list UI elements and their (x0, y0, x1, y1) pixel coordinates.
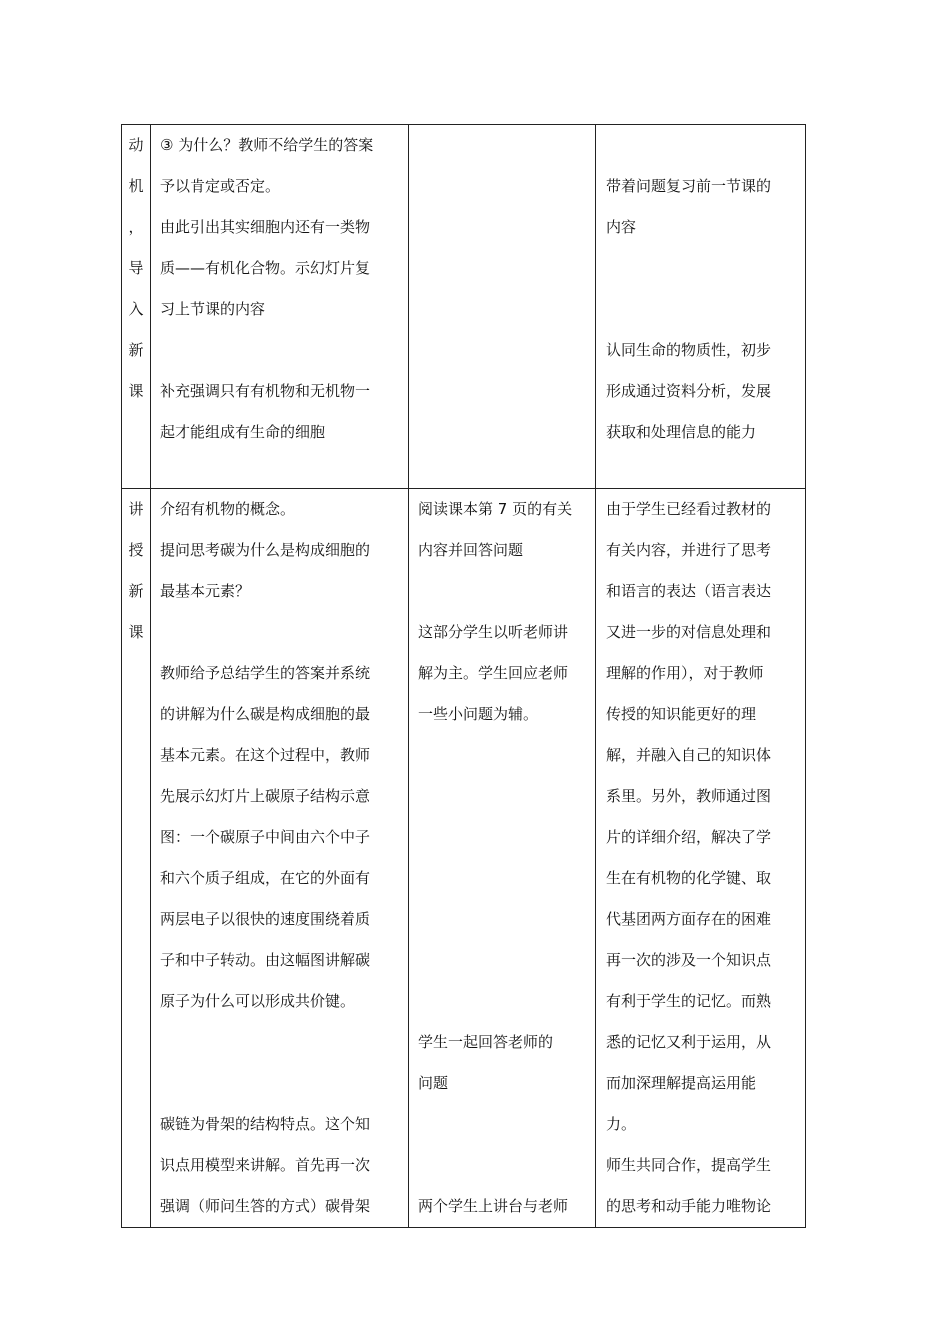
stage-label (122, 125, 150, 412)
text-line: 介绍有机物的概念。 (160, 500, 296, 518)
stage-label-char: 入 (128, 300, 144, 318)
stage-label (122, 489, 150, 653)
stage-label-char: 授 (128, 541, 144, 559)
text-line (418, 981, 589, 1022)
text-line (160, 330, 402, 371)
text-line: 教师给予总结学生的答案并系统 (160, 664, 371, 682)
text-line (418, 1145, 589, 1186)
stage-label-char: 导 (128, 259, 144, 277)
design-intent-cell (596, 125, 806, 489)
stage-label-cell (122, 125, 151, 489)
text-line: 有关内容，并进行了思考 (606, 541, 772, 559)
text-line: 图：一个碳原子中间由六个中子 (160, 828, 371, 846)
text-line: 力。 (606, 1115, 637, 1133)
text-line: 师生共同合作，提高学生 (606, 1156, 772, 1174)
text-line: 解为主。学生回应老师 (418, 664, 569, 682)
design-intent-text (596, 489, 805, 1227)
text-line: 形成通过资料分析，发展 (606, 382, 772, 400)
text-line: 和六个质子组成，在它的外面有 (160, 869, 371, 887)
text-line: 原子为什么可以形成共价键。 (160, 992, 356, 1010)
text-line: 认同生命的物质性，初步 (606, 341, 772, 359)
text-line (418, 817, 589, 858)
text-line: 系里。另外，教师通过图 (606, 787, 772, 805)
stage-label-char: 课 (128, 382, 144, 400)
text-line: 两个学生上讲台与老师 (418, 1197, 569, 1215)
text-line: 习上节课的内容 (160, 300, 266, 318)
stage-label-char: 课 (128, 623, 144, 641)
text-line: 一些小问题为辅。 (418, 705, 539, 723)
text-line: 问题 (418, 1074, 449, 1092)
table-row (122, 489, 806, 1228)
teacher-activity-cell (151, 125, 409, 489)
student-activity-text (409, 489, 595, 1227)
text-line: 代基团两方面存在的困难 (606, 910, 772, 928)
text-line (418, 858, 589, 899)
text-line: 识点用模型来讲解。首先再一次 (160, 1156, 371, 1174)
teacher-activity-text (151, 125, 408, 453)
text-line: 子和中子转动。由这幅图讲解碳 (160, 951, 371, 969)
stage-label-char: 新 (128, 341, 144, 359)
teacher-activity-text (151, 489, 408, 1227)
text-line: 碳链为骨架的结构特点。这个知 (160, 1115, 371, 1133)
text-line: 的讲解为什么碳是构成细胞的最 (160, 705, 371, 723)
text-line: 补充强调只有有机物和无机物一 (160, 382, 371, 400)
text-line: 悉的记忆又利于运用，从 (606, 1033, 772, 1051)
text-line: 予以肯定或否定。 (160, 177, 281, 195)
text-line: 而加深理解提高运用能 (606, 1074, 757, 1092)
stage-label-char: 新 (128, 582, 144, 600)
text-line: 有利于学生的记忆。而熟 (606, 992, 772, 1010)
student-activity-cell (409, 125, 596, 489)
stage-label-char: ， (128, 218, 144, 236)
student-activity-cell (409, 489, 596, 1228)
text-line: 理解的作用），对于教师 (606, 664, 764, 682)
text-line: 内容 (606, 218, 637, 236)
text-line: 获取和处理信息的能力 (606, 423, 757, 441)
lesson-plan-table (121, 124, 806, 1228)
text-line: 提问思考碳为什么是构成细胞的 (160, 541, 371, 559)
design-intent-cell (596, 489, 806, 1228)
text-line: 再一次的涉及一个知识点 (606, 951, 772, 969)
text-line: 强调（师问生答的方式）碳骨架 (160, 1197, 371, 1215)
text-line (418, 776, 589, 817)
text-line: ③ 为什么？教师不给学生的答案 (160, 136, 374, 154)
teacher-activity-cell (151, 489, 409, 1228)
text-line (160, 1022, 402, 1063)
text-line (606, 248, 799, 289)
text-line: 先展示幻灯片上碳原子结构示意 (160, 787, 371, 805)
text-line: 学生一起回答老师的 (418, 1033, 554, 1051)
stage-label-char: 讲 (128, 500, 144, 518)
text-line (606, 125, 799, 166)
text-line: 阅读课本第 7 页的有关 (418, 500, 573, 518)
text-line (160, 1063, 402, 1104)
text-line: 由于学生已经看过教材的 (606, 500, 772, 518)
text-line: 两层电子以很快的速度围绕着质 (160, 910, 371, 928)
text-line: 又进一步的对信息处理和 (606, 623, 772, 641)
text-line: 这部分学生以听老师讲 (418, 623, 569, 641)
text-line: 带着问题复习前一节课的 (606, 177, 772, 195)
text-line (606, 289, 799, 330)
text-line (418, 735, 589, 776)
text-line: 生在有机物的化学键、取 (606, 869, 772, 887)
stage-label-cell (122, 489, 151, 1228)
design-intent-text (596, 125, 805, 453)
text-line (160, 612, 402, 653)
text-line: 和语言的表达（语言表达 (606, 582, 772, 600)
text-line (418, 899, 589, 940)
text-line (418, 571, 589, 612)
text-line: 基本元素。在这个过程中，教师 (160, 746, 371, 764)
text-line: 起才能组成有生命的细胞 (160, 423, 326, 441)
text-line: 内容并回答问题 (418, 541, 524, 559)
text-line: 最基本元素？ (160, 582, 251, 600)
text-line: 传授的知识能更好的理 (606, 705, 757, 723)
stage-label-char: 机 (128, 177, 144, 195)
text-line (418, 940, 589, 981)
text-line: 解，并融入自己的知识体 (606, 746, 772, 764)
table-row (122, 125, 806, 489)
text-line: 质——有机化合物。示幻灯片复 (160, 259, 371, 277)
text-line: 由此引出其实细胞内还有一类物 (160, 218, 371, 236)
stage-label-char: 动 (128, 136, 144, 154)
text-line (418, 1104, 589, 1145)
text-line: 片的详细介绍，解决了学 (606, 828, 772, 846)
text-line: 的思考和动手能力唯物论 (606, 1197, 772, 1215)
